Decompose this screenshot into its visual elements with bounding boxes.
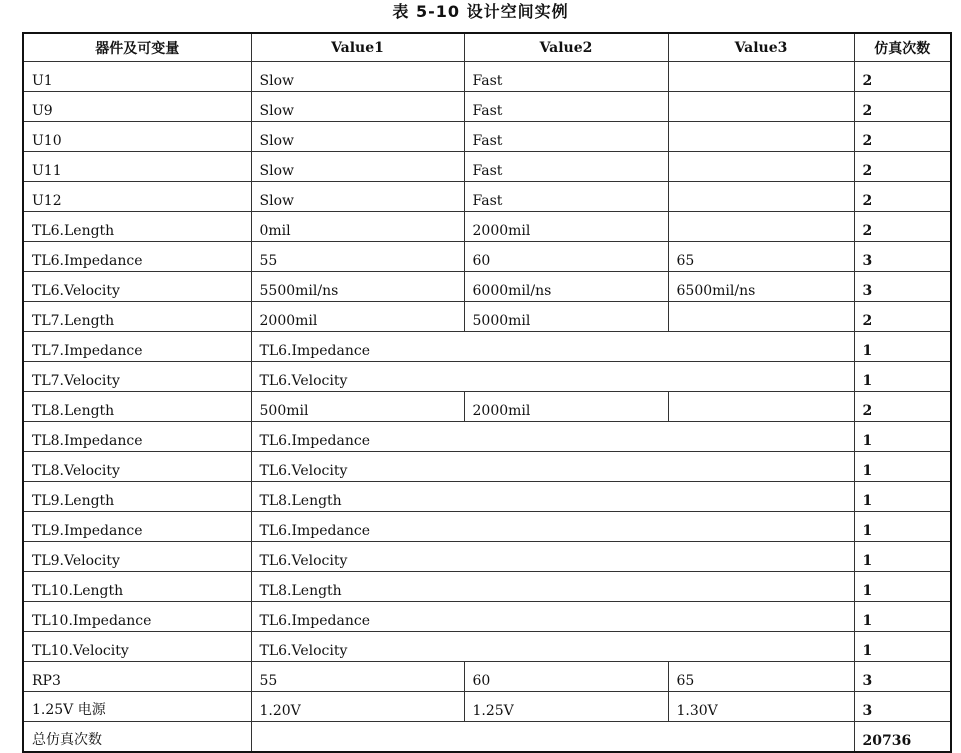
table-row <box>23 722 951 753</box>
row-variable-name: 总仿真次数 <box>23 722 251 753</box>
table-header-row <box>23 33 951 62</box>
row-value2: 60 <box>464 242 668 272</box>
row-sim-count: 1 <box>854 512 951 542</box>
row-sim-count: 2 <box>854 62 951 92</box>
row-variable-name: TL9.Velocity <box>23 542 251 572</box>
row-value2: 5000mil <box>464 302 668 332</box>
row-value1: Slow <box>251 92 464 122</box>
row-variable-name: U9 <box>23 92 251 122</box>
row-value2: 60 <box>464 662 668 692</box>
table-row <box>23 662 951 692</box>
row-variable-name: TL6.Velocity <box>23 272 251 302</box>
row-sim-count: 20736 <box>854 722 951 753</box>
row-value2: 1.25V <box>464 692 668 722</box>
row-value1: 5500mil/ns <box>251 272 464 302</box>
row-reference-value: TL6.Impedance <box>251 512 854 542</box>
row-variable-name: TL9.Impedance <box>23 512 251 542</box>
table-row <box>23 62 951 92</box>
row-value3 <box>668 302 854 332</box>
row-variable-name: TL10.Impedance <box>23 602 251 632</box>
row-value1: 55 <box>251 662 464 692</box>
row-value3 <box>668 152 854 182</box>
table-row <box>23 422 951 452</box>
row-sim-count: 2 <box>854 122 951 152</box>
row-value2: Fast <box>464 122 668 152</box>
row-reference-value: TL6.Impedance <box>251 332 854 362</box>
row-sim-count: 3 <box>854 662 951 692</box>
row-reference-value: TL6.Velocity <box>251 542 854 572</box>
row-sim-count: 1 <box>854 362 951 392</box>
row-sim-count: 1 <box>854 632 951 662</box>
row-reference-value: TL8.Length <box>251 482 854 512</box>
row-value3: 65 <box>668 662 854 692</box>
row-value3 <box>668 392 854 422</box>
row-value1: Slow <box>251 122 464 152</box>
table-row <box>23 272 951 302</box>
design-space-table <box>22 32 952 753</box>
row-variable-name: U11 <box>23 152 251 182</box>
row-value2: 6000mil/ns <box>464 272 668 302</box>
row-value1: 55 <box>251 242 464 272</box>
table-row <box>23 302 951 332</box>
row-sim-count: 2 <box>854 302 951 332</box>
table-row <box>23 542 951 572</box>
row-sim-count: 1 <box>854 602 951 632</box>
table-row <box>23 242 951 272</box>
column-header-value1: Value1 <box>251 33 464 62</box>
row-value2: 2000mil <box>464 212 668 242</box>
table-row <box>23 92 951 122</box>
table-row <box>23 602 951 632</box>
row-variable-name: RP3 <box>23 662 251 692</box>
column-header-variable: 器件及可变量 <box>23 33 251 62</box>
row-value3 <box>668 212 854 242</box>
row-variable-name: TL7.Impedance <box>23 332 251 362</box>
row-sim-count: 2 <box>854 392 951 422</box>
row-value3: 6500mil/ns <box>668 272 854 302</box>
row-reference-value <box>251 722 854 753</box>
row-variable-name: U12 <box>23 182 251 212</box>
row-value1: Slow <box>251 152 464 182</box>
row-sim-count: 3 <box>854 242 951 272</box>
table-row <box>23 392 951 422</box>
row-reference-value: TL6.Velocity <box>251 632 854 662</box>
row-value1: Slow <box>251 62 464 92</box>
row-sim-count: 1 <box>854 482 951 512</box>
row-value1: 0mil <box>251 212 464 242</box>
row-value2: Fast <box>464 182 668 212</box>
row-reference-value: TL6.Velocity <box>251 452 854 482</box>
row-sim-count: 1 <box>854 452 951 482</box>
row-variable-name: U1 <box>23 62 251 92</box>
row-reference-value: TL6.Velocity <box>251 362 854 392</box>
row-value3: 65 <box>668 242 854 272</box>
table-row <box>23 212 951 242</box>
row-sim-count: 2 <box>854 92 951 122</box>
row-value3 <box>668 62 854 92</box>
row-reference-value: TL6.Impedance <box>251 602 854 632</box>
row-value3 <box>668 92 854 122</box>
table-row <box>23 692 951 722</box>
table-row <box>23 482 951 512</box>
row-variable-name: TL10.Length <box>23 572 251 602</box>
column-header-value3: Value3 <box>668 33 854 62</box>
table-row <box>23 632 951 662</box>
row-sim-count: 1 <box>854 422 951 452</box>
table-row <box>23 122 951 152</box>
row-variable-name: TL8.Impedance <box>23 422 251 452</box>
row-variable-name: TL6.Impedance <box>23 242 251 272</box>
row-value2: 2000mil <box>464 392 668 422</box>
column-header-value2: Value2 <box>464 33 668 62</box>
table-row <box>23 452 951 482</box>
row-sim-count: 1 <box>854 332 951 362</box>
table-row <box>23 512 951 542</box>
row-sim-count: 1 <box>854 542 951 572</box>
row-value1: 2000mil <box>251 302 464 332</box>
row-sim-count: 3 <box>854 272 951 302</box>
column-header-sim-count: 仿真次数 <box>854 33 951 62</box>
row-variable-name: TL6.Length <box>23 212 251 242</box>
row-value1: 1.20V <box>251 692 464 722</box>
row-value1: Slow <box>251 182 464 212</box>
row-variable-name: TL7.Velocity <box>23 362 251 392</box>
table-caption: 表 5-10 设计空间实例 <box>392 2 569 21</box>
row-value3 <box>668 182 854 212</box>
table-row <box>23 182 951 212</box>
row-reference-value: TL6.Impedance <box>251 422 854 452</box>
row-variable-name: TL9.Length <box>23 482 251 512</box>
row-variable-name: TL8.Velocity <box>23 452 251 482</box>
row-value3 <box>668 122 854 152</box>
row-value2: Fast <box>464 152 668 182</box>
table-row <box>23 332 951 362</box>
row-sim-count: 1 <box>854 572 951 602</box>
row-value1: 500mil <box>251 392 464 422</box>
row-sim-count: 2 <box>854 212 951 242</box>
row-variable-name: TL7.Length <box>23 302 251 332</box>
row-value2: Fast <box>464 92 668 122</box>
row-variable-name: U10 <box>23 122 251 152</box>
row-reference-value: TL8.Length <box>251 572 854 602</box>
row-value3: 1.30V <box>668 692 854 722</box>
row-sim-count: 3 <box>854 692 951 722</box>
row-value2: Fast <box>464 62 668 92</box>
row-sim-count: 2 <box>854 182 951 212</box>
row-variable-name: TL8.Length <box>23 392 251 422</box>
row-variable-name: 1.25V 电源 <box>23 692 251 722</box>
table-body <box>23 62 951 753</box>
row-sim-count: 2 <box>854 152 951 182</box>
table-row <box>23 572 951 602</box>
table-row <box>23 362 951 392</box>
table-row <box>23 152 951 182</box>
row-variable-name: TL10.Velocity <box>23 632 251 662</box>
